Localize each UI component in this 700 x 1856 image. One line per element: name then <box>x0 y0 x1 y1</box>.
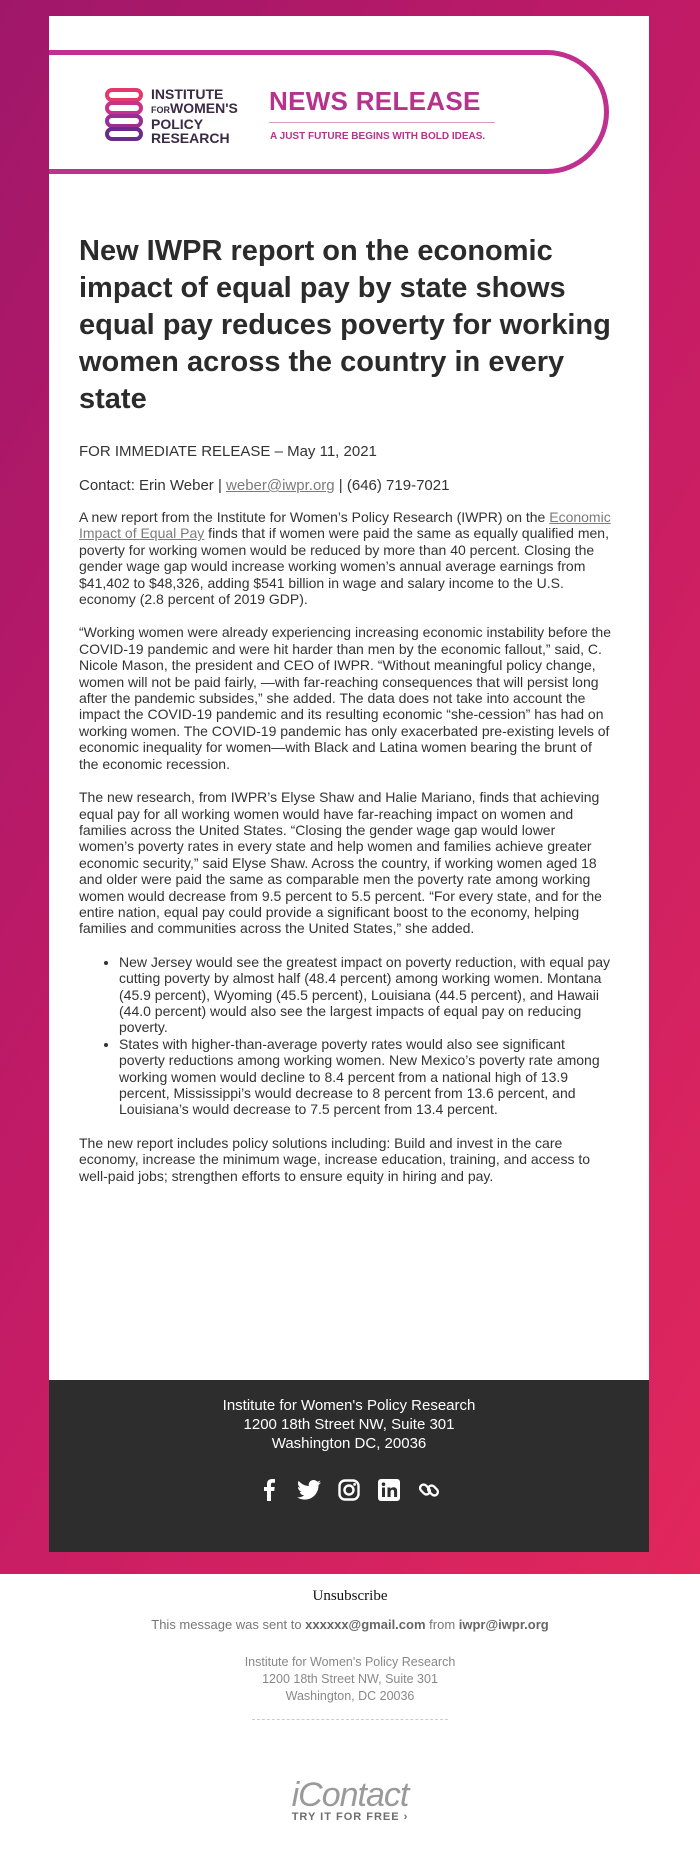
tagline: A JUST FUTURE BEGINS WITH BOLD IDEAS. <box>270 131 486 142</box>
try-it-free-link[interactable]: TRY IT FOR FREE › <box>291 1811 409 1823</box>
linkedin-icon[interactable] <box>376 1477 402 1503</box>
footer <box>49 1380 649 1552</box>
paragraph-2: “Working women were already experiencing increasing economic instability before the COVID-19 pandemic and were hit harder than men by the economic fallout,” said, C. Nicole Mason, the president and CEO of IWPR. “Without meaningful policy change, women will not be paid fairly, —with far-reaching consequences that will persist long after the pandemic subsides,” she added. The data does not take into account the impact the COVID-19 pandemic and its resulting economic “she-cession” has had on working women. The COVID-19 pandemic has only exacerbated pre-existing levels of economic inequality for women—with Black and Latina women bearing the brunt of the economic recession. <box>79 624 612 772</box>
facebook-icon[interactable] <box>256 1477 282 1503</box>
article-title: New IWPR report on the economic impact of equal pay by state shows equal pay reduces poverty for working women across the country in every state <box>79 235 611 415</box>
icontact-logo[interactable]: iContact <box>291 1776 409 1814</box>
contact-line: Contact: Erin Weber | weber@iwpr.org | (646) 719-7021 <box>79 477 450 494</box>
sent-to-line: This message was sent to xxxxxx@gmail.com from iwpr@iwpr.org <box>151 1617 549 1632</box>
divider <box>269 122 495 123</box>
list-item: • New Jersey would see the greatest impact on poverty reduction, with equal pay cutting poverty by almost half (48.4 percent) among working women. Montana (45.9 percent), Wyoming (45.5 percent), Louisiana (44.5 percent), and Hawaii (44.0 percent) would also see the largest impacts of equal pay on reducing poverty. <box>119 954 614 1036</box>
news-release-title: NEWS RELEASE <box>269 86 481 116</box>
findings-list <box>79 954 614 1118</box>
list-item: • States with higher-than-average poverty rates would also see significant poverty reductions among working women. New Mexico’s poverty rate among working women would decline to 8.4 percent from a national high of 13.9 percent, Mississippi’s would decrease to 8 percent from 13.6 percent, and Louisiana’s would decrease to 7.5 percent from 13.4 percent. <box>119 1036 614 1118</box>
sender-address: Institute for Women's Policy Research 1200 18th Street NW, Suite 301 Washington, DC 20036 <box>244 1655 456 1703</box>
paragraph-1: A new report from the Institute for Women’s Policy Research (IWPR) on the Economic Impact of Equal Pay finds that if women were paid the same as equally qualified men, poverty for working women would be reduced by more than 40 percent. Closing the gender wage gap would increase working women’s annual average earnings from $41,402 to $48,326, adding $541 billion in wage and salary income to the U.S. economy (2.8 percent of 2019 GDP). <box>79 509 611 608</box>
paragraph-3: The new research, from IWPR’s Elyse Shaw and Halie Mariano, finds that achieving equal pay for all working women would have far-reaching impact on women and families across the United States. “Closing the gender wage gap would lower women’s poverty rates in every state and help women and families achieve greater economic security,” said Elyse Shaw. Across the country, if working women aged 18 and older were paid the same as comparable men the poverty rate among working women would decrease from 9.5 percent to 5.5 percent. “For every state, and for the entire nation, equal pay could provide a significant boost to the economy, helping families and communities across the United States,” she added. <box>79 789 602 937</box>
social-links <box>49 1477 649 1503</box>
contact-email-link[interactable]: weber@iwpr.org <box>226 477 335 494</box>
footer-address: Institute for Women's Policy Research 1200 18th Street NW, Suite 301 Washington DC, 20036 <box>222 1397 476 1452</box>
twitter-icon[interactable] <box>296 1477 322 1503</box>
paragraph-4: The new report includes policy solutions including: Build and invest in the care economy, increase the minimum wage, increase education, training, and access to well-paid jobs; strengthen efforts to ensure equity in hiring and pay. <box>79 1134 591 1184</box>
release-date: FOR IMMEDIATE RELEASE – May 11, 2021 <box>79 443 377 460</box>
divider <box>252 1719 448 1720</box>
article-body <box>79 233 614 1184</box>
iwpr-logo-icon <box>105 88 145 144</box>
link-icon[interactable] <box>416 1477 442 1503</box>
unsubscribe-link[interactable]: Unsubscribe <box>312 1588 388 1604</box>
recipient-email: xxxxxx@gmail.com <box>305 1617 426 1632</box>
report-link[interactable]: Economic Impact of Equal Pay <box>79 509 611 542</box>
sender-email: iwpr@iwpr.org <box>458 1617 549 1632</box>
email-footer-meta <box>0 1574 700 1823</box>
instagram-icon[interactable] <box>336 1477 362 1503</box>
email-card <box>49 16 649 1452</box>
iwpr-logo-text: INSTITUTE FORWOMEN'S POLICY RESEARCH <box>151 86 238 146</box>
